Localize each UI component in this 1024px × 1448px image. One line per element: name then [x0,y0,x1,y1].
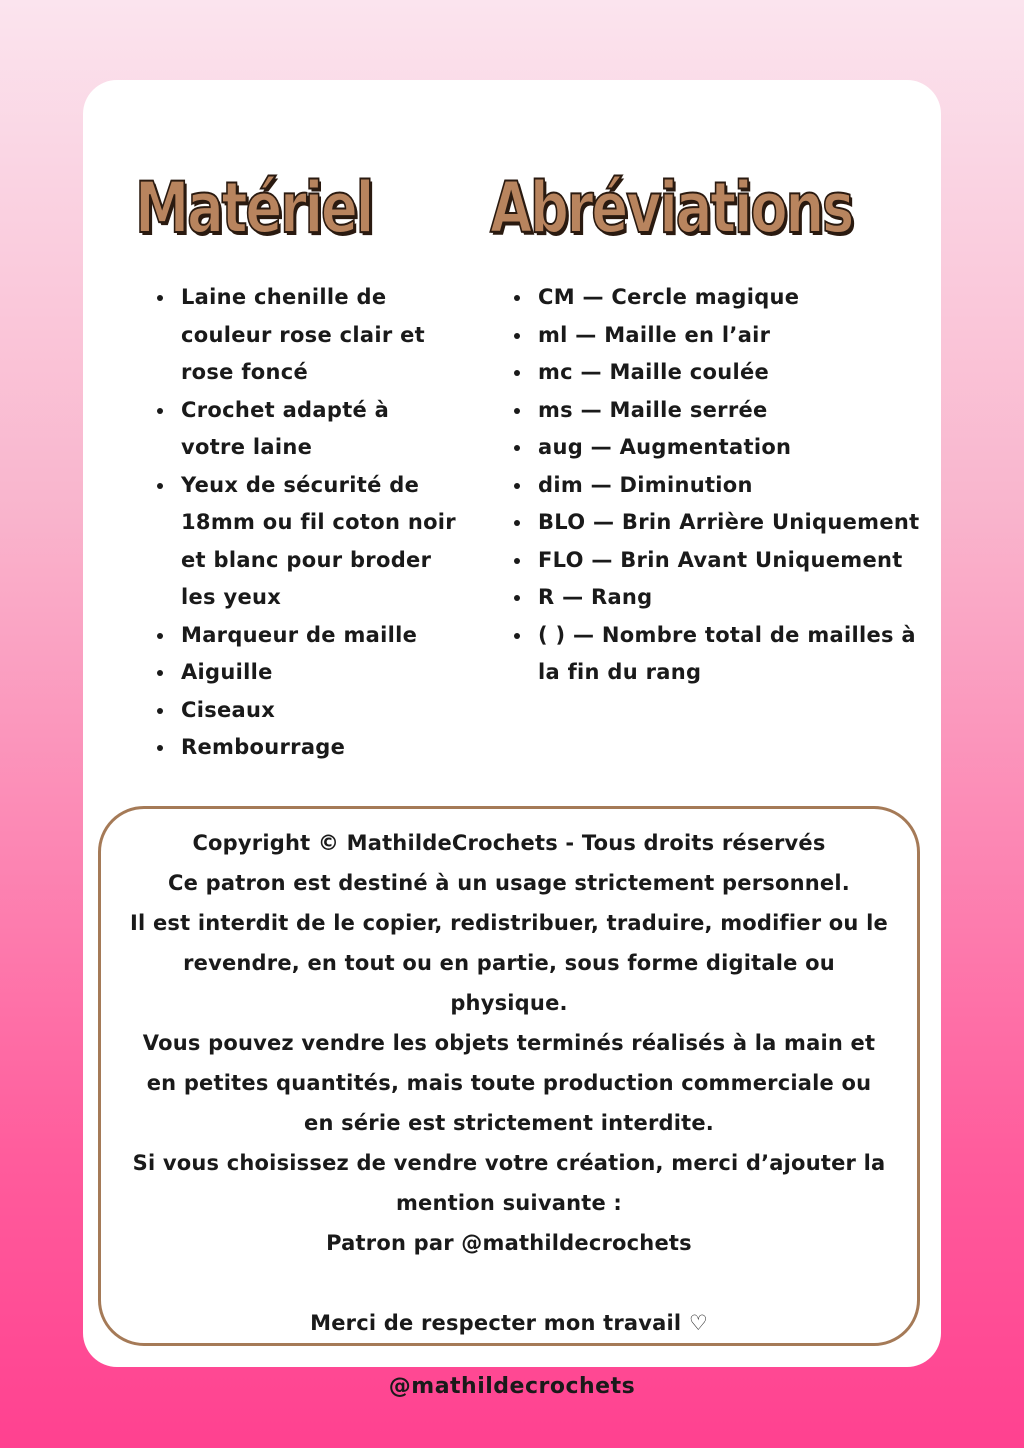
materials-heading: Matériel [135,167,372,249]
resale-notice: Vous pouvez vendre les objets terminés réalisés à la main et en petites quantités, mais toute production commerciale ou en série est strictement interdite. [142,1031,876,1135]
usage-notice: Ce patron est destiné à un usage strictement personnel. [168,871,850,895]
list-item: mc — Maille coulée [514,354,924,392]
footer-handle: @mathildecrochets [388,1374,636,1399]
list-item: ( ) — Nombre total de mailles à la fin du rang [514,617,924,692]
list-item: Crochet adapté à votre laine [157,392,457,467]
list-item: ms — Maille serrée [514,392,924,430]
list-item: FLO — Brin Avant Uniquement [514,542,924,580]
list-item: Yeux de sécurité de 18mm ou fil coton noir et blanc pour broder les yeux [157,467,457,617]
copyright-box [98,806,920,1346]
list-item: ml — Maille en l’air [514,317,924,355]
abbreviations-list [514,279,924,692]
list-item: BLO — Brin Arrière Uniquement [514,504,924,542]
mention-notice: Si vous choisissez de vendre votre création, merci d’ajouter la mention suivante : [132,1151,886,1215]
list-item: R — Rang [514,579,924,617]
list-item: Rembourrage [157,729,457,767]
materials-list [157,279,457,767]
list-item: Marqueur de maille [157,617,457,655]
list-item: Laine chenille de couleur rose clair et rose foncé [157,279,457,392]
thanks-message: Merci de respecter mon travail ♡ [310,1311,708,1335]
pattern-credit: Patron par @mathildecrochets [326,1231,692,1255]
abbreviations-heading: Abréviations [490,167,853,249]
list-item: CM — Cercle magique [514,279,924,317]
list-item: dim — Diminution [514,467,924,505]
list-item: aug — Augmentation [514,429,924,467]
list-item: Aiguille [157,654,457,692]
prohibition-notice: Il est interdit de le copier, redistribuer, traduire, modifier ou le revendre, en tout ou en partie, sous forme digitale ou physique. [130,911,888,1015]
copyright-line: Copyright © MathildeCrochets - Tous droits réservés [192,831,826,855]
list-item: Ciseaux [157,692,457,730]
